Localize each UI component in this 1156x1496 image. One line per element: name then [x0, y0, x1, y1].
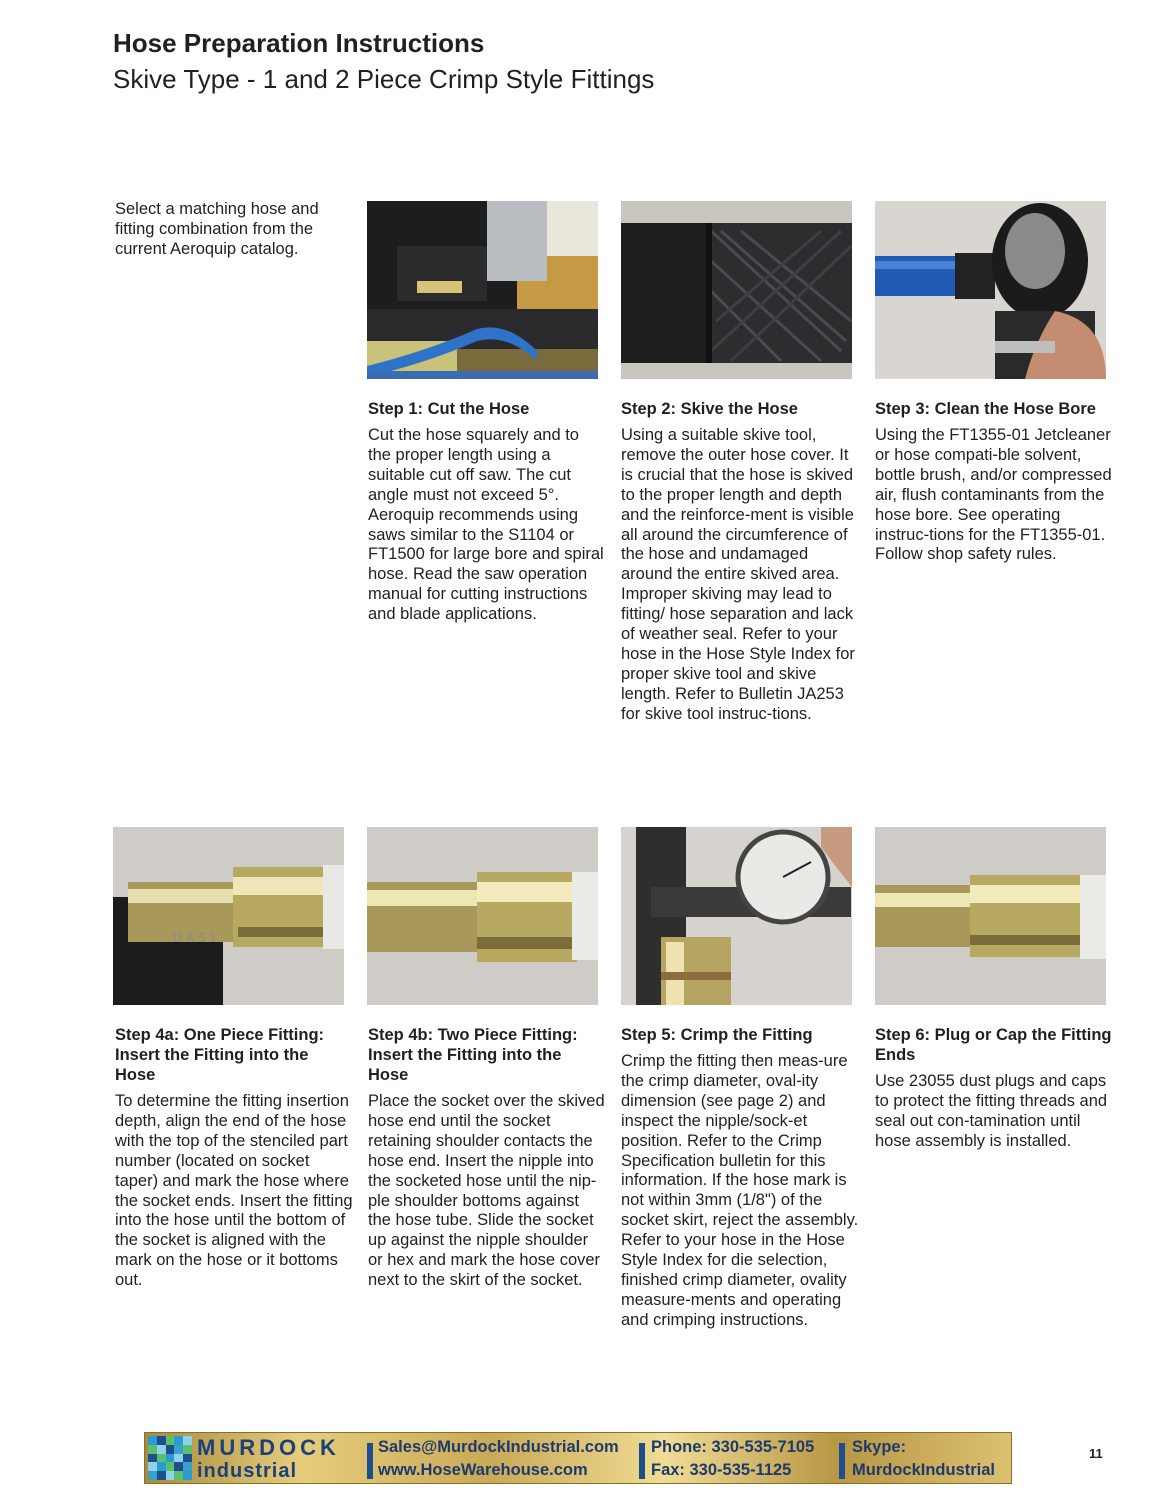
step-4b-title: Step 4b: Two Piece Fitting: Insert the Fitting into the Hose: [368, 1026, 578, 1084]
step6-photo: [875, 827, 1106, 1005]
divider: [367, 1443, 373, 1479]
step-3: [875, 399, 1113, 565]
step-6: [875, 1025, 1113, 1152]
contact-fax: Fax: 330-535-1125: [651, 1461, 792, 1479]
murdock-logo-icon: [148, 1436, 192, 1480]
brand-subname: industrial: [197, 1460, 298, 1482]
step-1-body: Cut the hose squarely and to the proper length using a suitable cut off saw. The cut angle must not exceed 5°. Aeroquip recommends using saws similar to the S1104 or FT1500 for large bore and spiral hose. Read the saw operation manual for cutting instructions and blade applications.: [368, 426, 604, 624]
step-4a-title: Step 4a: One Piece Fitting: Insert the Fitting into the Hose: [115, 1026, 325, 1084]
step-4a: [115, 1025, 353, 1291]
step4a-photo: [113, 827, 344, 1005]
svg-text:D A S 1: D A S 1: [173, 931, 218, 945]
page-subtitle: Skive Type - 1 and 2 Piece Crimp Style Fittings: [113, 64, 655, 94]
step1-photo: [367, 201, 598, 379]
contact-phone: Phone: 330-535-7105: [651, 1438, 815, 1456]
step-2-body: Using a suitable skive tool, remove the outer hose cover. It is crucial that the hose is skived to the proper length and depth and the reinforce-ment is visible all around the circumference of the hose and undamaged around the entire skived area. Improper skiving may lead to fitting/ hose separation and lack of weather seal. Refer to your hose in the Hose Style Index for proper skive tool and skive length. Refer to Bulletin JA253 for skive tool instruc-tions.: [621, 426, 855, 723]
page-title: Hose Preparation Instructions: [113, 28, 485, 58]
step-4b: [368, 1025, 606, 1291]
step-1-title: Step 1: Cut the Hose: [368, 400, 530, 418]
intro-text: Select a matching hose and fitting combination from the current Aeroquip catalog.: [115, 200, 319, 258]
step-2: [621, 399, 859, 725]
step-2-title: Step 2: Skive the Hose: [621, 400, 798, 418]
brand-name: MURDOCK: [197, 1435, 340, 1460]
step-4b-body: Place the socket over the skived hose end until the socket retaining shoulder contacts the hose end. Insert the nipple into the socketed hose until the nip-ple shoulder bottoms against the hose tube. Slide the socket up against the nipple shoulder or hex and mark the hose cover next to the skirt of the socket.: [368, 1092, 605, 1290]
step-3-body: Using the FT1355-01 Jetcleaner or hose compati-ble solvent, bottle brush, and/or compressed air, flush contaminants from the hose bore. See operating instruc-tions for the FT1355-01. Follow shop safety rules.: [875, 426, 1112, 564]
step2-photo: [621, 201, 852, 379]
contact-email[interactable]: Sales@MurdockIndustrial.com: [378, 1438, 619, 1456]
contact-website[interactable]: www.HoseWarehouse.com: [378, 1461, 588, 1479]
step-5-title: Step 5: Crimp the Fitting: [621, 1026, 813, 1044]
step-6-title: Step 6: Plug or Cap the Fitting Ends: [875, 1026, 1112, 1064]
divider: [839, 1443, 845, 1479]
step4b-photo: [367, 827, 598, 1005]
divider: [639, 1443, 645, 1479]
page-number: 11: [1089, 1446, 1103, 1461]
step5-photo: [621, 827, 852, 1005]
step3-photo: [875, 201, 1106, 379]
step-1: [368, 399, 606, 625]
step-3-title: Step 3: Clean the Hose Bore: [875, 400, 1096, 418]
step-4a-body: To determine the fitting insertion depth, align the end of the hose with the top of the stenciled part number (located on socket taper) and mark the hose where the socket ends. Insert the fitting into the hose until the bottom of the socket is aligned with the mark on the hose or it bottoms out.: [115, 1092, 353, 1290]
step-5-body: Crimp the fitting then meas-ure the crimp diameter, oval-ity dimension (see page 2) and inspect the nipple/sock-et position. Refer to the Crimp Specification bulletin for this information. If the hose mark is not within 3mm (1/8") of the socket skirt, reject the assembly. Refer to your hose in the Hose Style Index for die selection, finished crimp diameter, ovality measure-ments and operating and crimping instructions.: [621, 1052, 859, 1329]
footer-banner: [144, 1432, 1012, 1484]
step-5: [621, 1025, 859, 1331]
skype-label: Skype:: [852, 1438, 907, 1456]
skype-id: MurdockIndustrial: [852, 1461, 996, 1479]
step-6-body: Use 23055 dust plugs and caps to protect the fitting threads and seal out con-tamination until hose assembly is installed.: [875, 1072, 1108, 1150]
